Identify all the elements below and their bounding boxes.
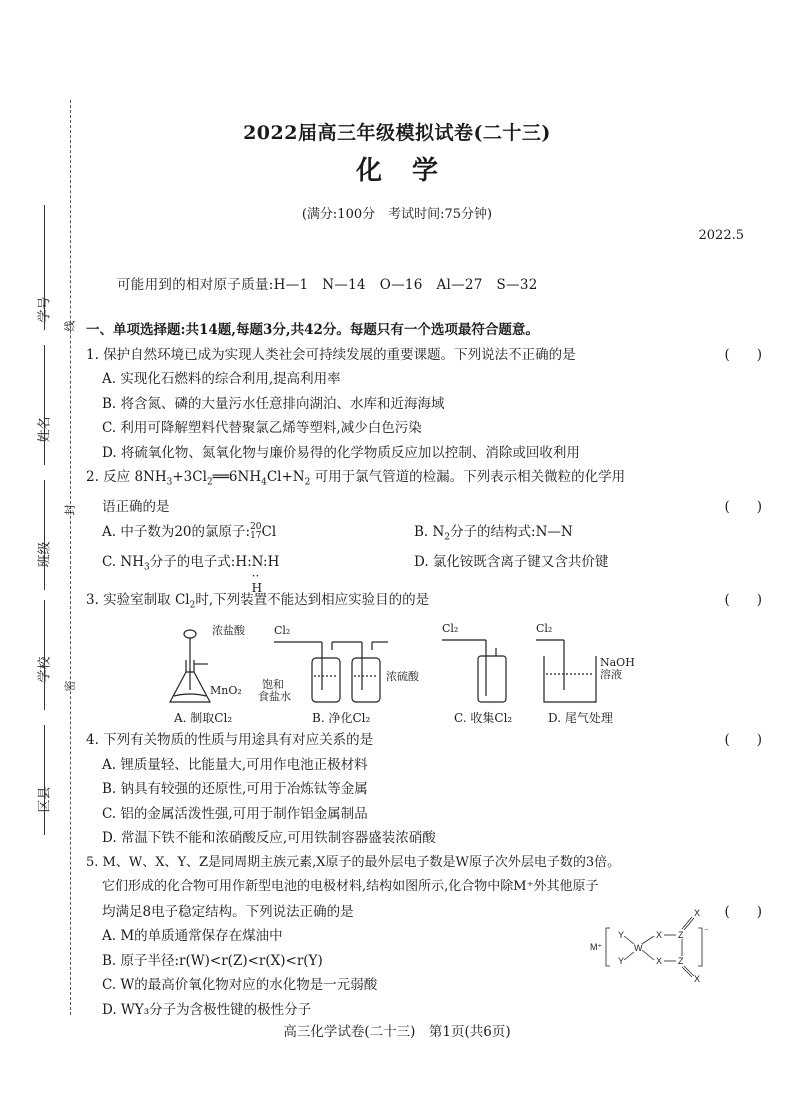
label-naoh: NaOH <box>600 656 635 670</box>
q2-option-a-text: A. 中子数为20的氯原子: <box>102 523 251 540</box>
q2-option-c-text: C. NH <box>102 553 145 570</box>
q5-stem-line-3-text: 均满足8电子稳定结构。下列说法正确的是 <box>102 903 354 920</box>
q3-sub: 2 <box>189 600 196 611</box>
exam-title: 2022届高三年级模拟试卷(二十三) <box>243 122 551 144</box>
exam-date: 2022.5 <box>698 228 744 243</box>
q5-stem-line-1: 5. M、W、X、Y、Z是同周期主族元素,X原子的最外层电子数是W原子次外层电子数的3倍。 <box>86 854 621 870</box>
question-2 <box>86 465 726 495</box>
q2-electron-dot-n: N <box>251 553 263 570</box>
q4-stem: 4. 下列有关物质的性质与用途具有对应关系的是 <box>86 732 374 749</box>
q3-stem: 3. 实验室制取 Cl <box>86 592 190 609</box>
q4-option-d: D. 常温下铁不能和浓硝酸反应,可用铁制容器盛装浓硝酸 <box>102 830 436 847</box>
question-3 <box>86 588 762 618</box>
q5-answer-paren[interactable]: ( ) <box>724 903 762 920</box>
q2-option-b-rest: 分子的结构式:N—N <box>450 523 573 540</box>
class-blank[interactable] <box>44 480 45 590</box>
q2-options-row-2 <box>86 550 726 595</box>
district-label: 区县 <box>37 786 53 813</box>
section-heading: 一、单项选择题:共14题,每题3分,共42分。每题只有一个选项最符合题意。 <box>86 322 539 338</box>
binding-word-seal: 封 <box>63 504 77 516</box>
q5-option-b: B. 原子半径:r(W)<r(Z)<r(X)<r(Y) <box>102 952 323 969</box>
binding-word-secret: 密 <box>63 680 77 692</box>
q2-option-c-rest: 分子的电子式:H <box>149 553 248 570</box>
q1-answer-paren[interactable]: ( ) <box>724 346 762 363</box>
struct-charge: ⁻ <box>704 926 709 936</box>
q1-option-b: B. 将含氮、磷的大量污水任意排向湖泊、水库和近海海域 <box>102 395 445 412</box>
school-blank[interactable] <box>44 600 45 710</box>
q5-stem-line-2: 它们形成的化合物可用作新型电池的电极材料,结构如图所示,化合物中除M⁺外其他原子 <box>102 879 599 895</box>
struct-z2: Z <box>678 956 684 966</box>
caption-d: D. 尾气处理 <box>548 711 613 726</box>
q2-electron-dot-h-bottom: H <box>251 580 263 595</box>
label-cl2-d: Cl₂ <box>536 622 553 636</box>
caption-b: B. 净化Cl₂ <box>312 711 371 726</box>
q2-sub: 2 <box>206 477 213 488</box>
q2-electron-dot-bottom: ·· H <box>251 568 263 595</box>
caption-c: C. 收集Cl₂ <box>454 711 513 726</box>
q1-stem: 1. 保护自然环境已成为实现人类社会可持续发展的重要课题。下列说法不正确的是 <box>86 346 576 363</box>
apparatus-a <box>170 630 210 702</box>
q2-option-c: C. $NH_3$分子的电子式:H:N:H ·· H <box>102 553 280 595</box>
q2-sub: 2 <box>304 477 311 488</box>
class-label: 班级 <box>37 541 53 568</box>
struct-x1: X <box>656 930 663 940</box>
q2-electron-dot-h: H <box>267 553 280 570</box>
school-label: 学校 <box>37 656 53 683</box>
label-naoh-2: 溶液 <box>600 668 622 682</box>
q2-options-row-1 <box>86 520 726 550</box>
q2-stem-part: +3Cl <box>172 469 207 485</box>
q2-answer-paren[interactable]: ( ) <box>724 499 762 516</box>
label-h2so4: 浓硫酸 <box>386 670 419 684</box>
q2-sub: 4 <box>261 477 267 488</box>
q3-answer-paren[interactable]: ( ) <box>724 592 762 609</box>
q4-option-a: A. 锂质量轻、比能量大,可用作电池正极材料 <box>102 756 368 773</box>
caption-a: A. 制取Cl₂ <box>174 711 233 726</box>
q3-stem-rest: 时,下列装置不能达到相应实验目的的是 <box>195 592 430 609</box>
q2-stem-line2 <box>86 495 762 520</box>
label-brine-2: 食盐水 <box>258 690 291 704</box>
label-brine: 饱和 <box>262 678 284 692</box>
struct-x3: X <box>694 908 701 918</box>
q2-option-b <box>414 520 726 550</box>
struct-x2: X <box>656 956 663 966</box>
binding-word-line: 线 <box>63 320 77 332</box>
q4-answer-paren[interactable]: ( ) <box>724 732 762 749</box>
question-1 <box>86 343 762 368</box>
q1-option-d: D. 将硫氧化物、氮氧化物与廉价易得的化学物质反应加以控制、消除或回收利用 <box>102 444 580 461</box>
q2-sub: 2 <box>444 532 451 543</box>
q4-option-c: C. 铝的金属活泼性强,可用于制作铝金属制品 <box>102 805 368 822</box>
binding-line <box>70 100 71 1015</box>
q5-option-d: D. WY₃分子为含极性键的极性分子 <box>102 1001 312 1018</box>
q5-option-c: C. W的最高价氧化物对应的水化物是一元弱酸 <box>102 977 378 994</box>
struct-m: M⁺ <box>590 942 603 952</box>
q2-sub: 3 <box>144 562 150 573</box>
page-footer: 高三化学试卷(二十三) 第1页(共6页) <box>283 1024 511 1040</box>
label-cl2-c: Cl₂ <box>442 622 459 636</box>
apparatus-b <box>274 642 388 702</box>
q2-option-b-text: B. N <box>414 523 445 540</box>
struct-z1: Z <box>678 930 684 940</box>
q2-element: Cl <box>261 523 277 540</box>
q5-structure-figure <box>590 904 715 984</box>
q4-option-b: B. 钠具有较强的还原性,可用于冶炼钛等金属 <box>102 781 368 798</box>
q2-option-d: D. 氯化铵既含离子键又含共价键 <box>414 553 609 570</box>
subject-title: 化学 <box>355 156 468 186</box>
apparatus-d <box>536 640 596 702</box>
q2-sub: 3 <box>166 477 173 488</box>
atomic-masses: 可能用到的相对原子质量:H—1 N—14 O—16 Al—27 S—32 <box>117 277 538 293</box>
q1-option-c: C. 利用可降解塑料代替聚氯乙烯等塑料,减少白色污染 <box>102 420 422 436</box>
student-id-label: 学号 <box>37 296 53 323</box>
q2-mass-number: 20 <box>250 522 262 533</box>
q2-stem-line2-text: 语正确的是 <box>102 499 170 516</box>
score-info: (满分:100分 考试时间:75分钟) <box>301 207 493 222</box>
struct-x4: X <box>694 974 701 984</box>
struct-y1: Y <box>618 930 625 940</box>
district-blank[interactable] <box>44 725 45 835</box>
q2-option-a <box>102 520 414 550</box>
question-4 <box>86 728 762 753</box>
q2-stem-part: 2. 反应 8NH <box>86 469 167 485</box>
q5-option-a: A. M的单质通常保存在煤油中 <box>102 928 283 945</box>
apparatus-c <box>442 640 506 702</box>
q3-apparatus-figure <box>86 620 726 728</box>
q2-stem-part: ══6NH <box>212 469 262 485</box>
label-cl2-b: Cl₂ <box>274 624 291 638</box>
q1-option-a: A. 实现化石燃料的综合利用,提高利用率 <box>102 371 341 387</box>
label-mno2: MnO₂ <box>210 684 242 698</box>
label-acid: 浓盐酸 <box>212 624 245 638</box>
q2-stem-part: 可用于氯气管道的检漏。下列表示相关微粒的化学用 <box>310 469 626 485</box>
q2-stem-part: Cl+N <box>266 469 305 485</box>
struct-y2: Y <box>618 956 625 966</box>
q2-atomic-number: 17 <box>250 531 262 542</box>
struct-w: W <box>634 943 643 953</box>
name-blank[interactable] <box>44 345 45 465</box>
name-label: 姓名 <box>37 416 53 443</box>
